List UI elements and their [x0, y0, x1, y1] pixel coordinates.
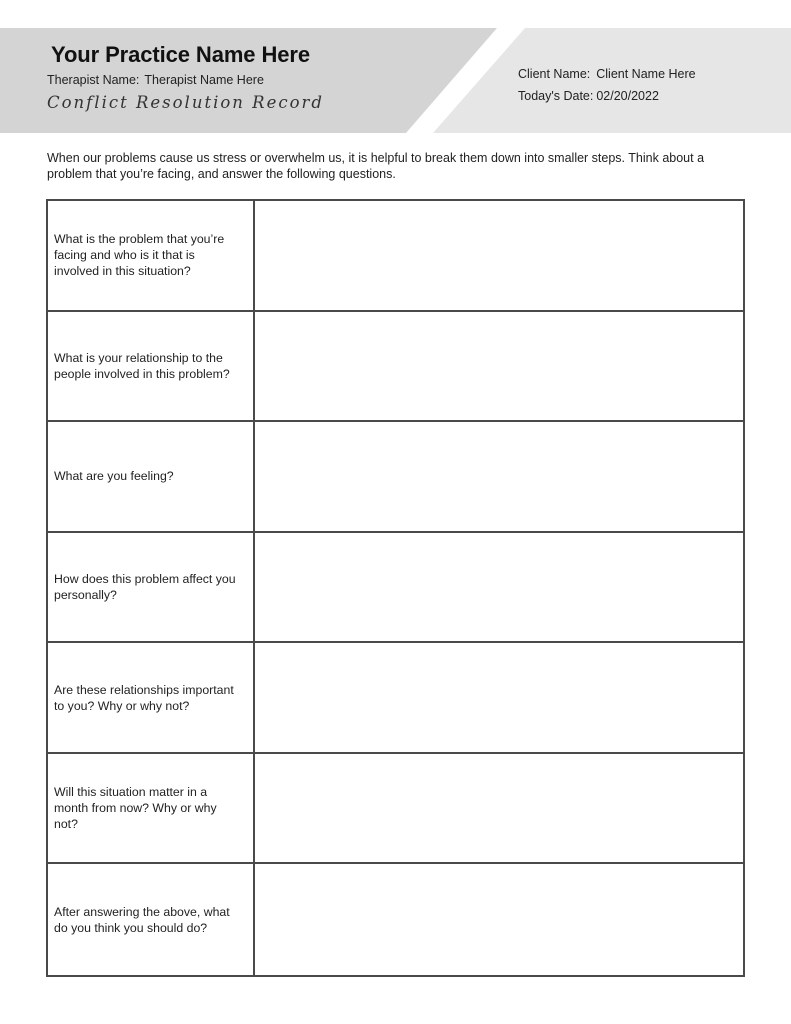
therapist-label: Therapist Name: — [47, 73, 140, 87]
date-label: Today's Date: — [518, 89, 594, 103]
answer-cell[interactable] — [255, 201, 743, 312]
client-label: Client Name: — [518, 67, 591, 81]
answer-cell[interactable] — [255, 754, 743, 865]
question-prompt: What is the problem that you’re facing and who is it that is involved in this situation? — [48, 201, 255, 312]
intro-text: When our problems cause us stress or overwhelm us, it is helpful to break them down into smaller steps. Think about a problem that you’re facing, and answer the following questions. — [47, 151, 705, 181]
client-line — [518, 67, 696, 81]
therapist-line — [47, 73, 264, 87]
practice-name: Your Practice Name Here — [51, 42, 310, 67]
answer-cell[interactable] — [255, 422, 743, 533]
answer-cell[interactable] — [255, 312, 743, 423]
answer-cell[interactable] — [255, 533, 743, 644]
question-prompt: Are these relationships important to you? Why or why not? — [48, 643, 255, 754]
question-prompt: What are you feeling? — [48, 422, 255, 533]
answer-field[interactable] — [255, 754, 743, 863]
question-prompt: After answering the above, what do you think you should do? — [48, 864, 255, 975]
answer-field[interactable] — [255, 201, 743, 310]
answer-cell[interactable] — [255, 864, 743, 975]
form-title: Conflict Resolution Record — [47, 93, 324, 112]
answer-field[interactable] — [255, 312, 743, 421]
answer-cell[interactable] — [255, 643, 743, 754]
answer-field[interactable] — [255, 643, 743, 752]
client-name: Client Name Here — [596, 67, 696, 81]
date-value: 02/20/2022 — [596, 89, 659, 103]
answer-field[interactable] — [255, 864, 743, 975]
question-prompt: What is your relationship to the people involved in this problem? — [48, 312, 255, 423]
question-prompt: How does this problem affect you personally? — [48, 533, 255, 644]
therapist-name: Therapist Name Here — [144, 73, 264, 87]
question-prompt: Will this situation matter in a month from now? Why or why not? — [48, 754, 255, 865]
answer-field[interactable] — [255, 422, 743, 531]
date-line — [518, 89, 659, 103]
question-table — [46, 199, 745, 977]
answer-field[interactable] — [255, 533, 743, 642]
